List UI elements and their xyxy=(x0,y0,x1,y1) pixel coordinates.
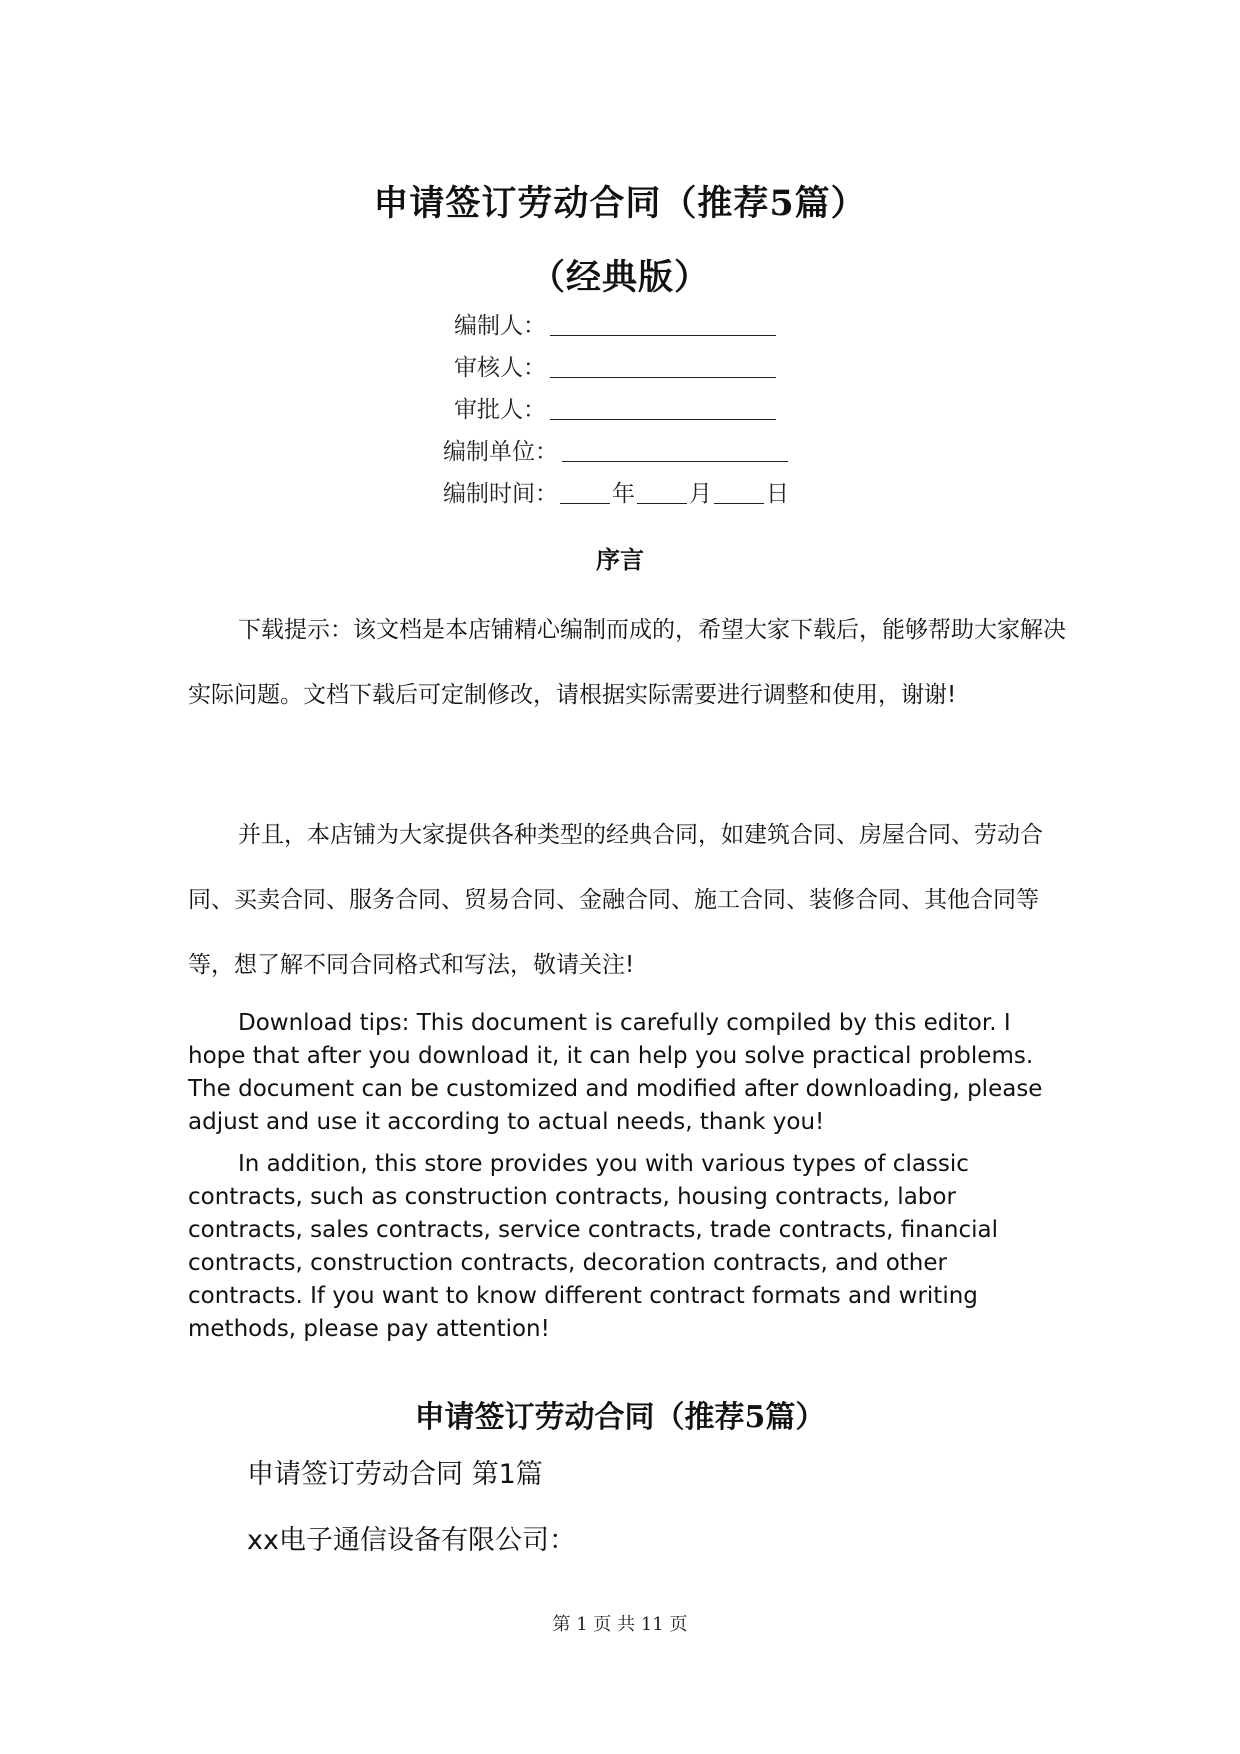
meta-year-blank xyxy=(560,481,610,504)
meta-approver xyxy=(454,395,776,425)
preface-cn-paragraph-1: 下载提示：该文档是本店铺精心编制而成的，希望大家下载后，能够帮助大家解决实际问题。文档下载后可定制修改，请根据实际需要进行调整和使用，谢谢! xyxy=(188,617,1066,708)
meta-unit-blank xyxy=(562,439,788,462)
meta-month-blank xyxy=(637,481,687,504)
preface-cn-paragraph-2: 并且，本店铺为大家提供各种类型的经典合同，如建筑合同、房屋合同、劳动合同、买卖合同、服务合同、贸易合同、金融合同、施工合同、装修合同、其他合同等等，想了解不同合同格式和写法，敬请关注! xyxy=(188,822,1043,978)
meta-reviewer-label: 审核人： xyxy=(454,355,546,381)
meta-compiler-label: 编制人： xyxy=(454,313,546,339)
meta-day-blank xyxy=(714,481,764,504)
document-subtitle: （经典版） xyxy=(529,257,710,298)
meta-approver-label: 审批人： xyxy=(454,397,546,423)
meta-reviewer-blank xyxy=(550,355,776,378)
section-title: 申请签订劳动合同（推荐5篇） xyxy=(414,1400,826,1435)
document-title: 申请签订劳动合同（推荐5篇） xyxy=(373,183,867,224)
meta-year-label: 年 xyxy=(612,481,635,507)
meta-unit-label: 编制单位： xyxy=(443,439,558,465)
preface-en-paragraph-1: Download tips: This document is carefully compiled by this editor. I hope that after you download it, it can help you solve practical problems. The document can be customized and modified after downloading, please adjust and use it according to actual needs, thank you! xyxy=(188,1010,1043,1135)
preface-en-paragraph-2: In addition, this store provides you with various types of classic contracts, such as construction contracts, housing contracts, labor contracts, sales contracts, service contracts, trade contracts, financial contracts, construction contracts, decoration contracts, and other contracts. If you want to know different contract formats and writing methods, please pay attention! xyxy=(188,1151,999,1342)
page-footer: 第 1 页 共 11 页 xyxy=(552,1614,688,1635)
section-item-1: 申请签订劳动合同 第1篇 xyxy=(247,1459,543,1490)
meta-compiler-blank xyxy=(550,313,776,336)
meta-unit xyxy=(443,437,788,467)
section-item-2: xx电子通信设备有限公司： xyxy=(247,1525,576,1556)
meta-compiler xyxy=(454,311,776,341)
preface-heading: 序言 xyxy=(596,546,644,574)
preface-en-block xyxy=(188,1007,1068,1346)
meta-day-label: 日 xyxy=(766,481,789,507)
meta-time xyxy=(443,479,789,509)
meta-approver-blank xyxy=(550,397,776,420)
meta-month-label: 月 xyxy=(689,481,712,507)
meta-reviewer xyxy=(454,353,776,383)
meta-time-label: 编制时间： xyxy=(443,481,558,507)
